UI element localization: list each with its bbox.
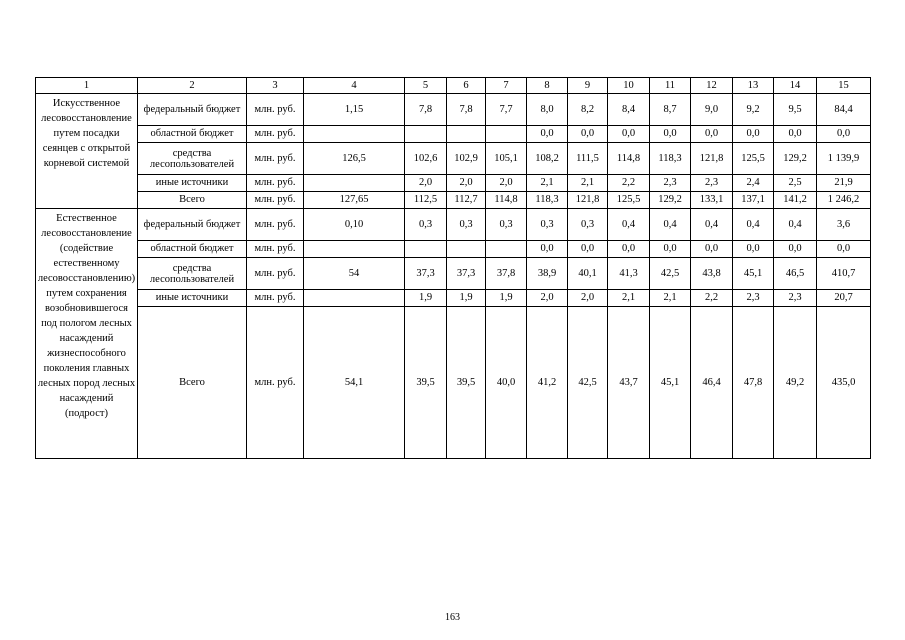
table-body bbox=[36, 78, 871, 459]
value-cell: 0,0 bbox=[568, 126, 608, 143]
header-cell: 3 bbox=[247, 78, 304, 94]
source-cell: областной бюджет bbox=[138, 126, 247, 143]
value-cell: 84,4 bbox=[817, 94, 871, 126]
value-cell: 125,5 bbox=[733, 143, 774, 175]
value-cell: 2,1 bbox=[527, 175, 568, 192]
value-cell: 41,2 bbox=[527, 307, 568, 459]
value-cell: 2,0 bbox=[447, 175, 486, 192]
value-cell: 112,5 bbox=[405, 192, 447, 209]
value-cell: 0,0 bbox=[817, 126, 871, 143]
value-cell: 0,3 bbox=[405, 209, 447, 241]
source-cell: средства лесопользователей bbox=[138, 258, 247, 290]
value-cell: 1,9 bbox=[447, 290, 486, 307]
unit-cell: млн. руб. bbox=[247, 290, 304, 307]
value-cell: 2,0 bbox=[405, 175, 447, 192]
table-row bbox=[36, 241, 871, 258]
value-cell bbox=[304, 241, 405, 258]
value-cell: 45,1 bbox=[650, 307, 691, 459]
value-cell: 0,0 bbox=[774, 241, 817, 258]
value-cell bbox=[486, 241, 527, 258]
value-cell: 54,1 bbox=[304, 307, 405, 459]
value-cell: 47,8 bbox=[733, 307, 774, 459]
value-cell: 42,5 bbox=[650, 258, 691, 290]
value-cell: 20,7 bbox=[817, 290, 871, 307]
header-cell: 1 bbox=[36, 78, 138, 94]
value-cell: 54 bbox=[304, 258, 405, 290]
header-cell: 9 bbox=[568, 78, 608, 94]
value-cell: 0,0 bbox=[691, 241, 733, 258]
value-cell: 0,4 bbox=[774, 209, 817, 241]
value-cell: 2,5 bbox=[774, 175, 817, 192]
value-cell: 3,6 bbox=[817, 209, 871, 241]
value-cell bbox=[447, 241, 486, 258]
value-cell: 43,8 bbox=[691, 258, 733, 290]
value-cell: 2,3 bbox=[691, 175, 733, 192]
source-cell: областной бюджет bbox=[138, 241, 247, 258]
value-cell: 0,4 bbox=[608, 209, 650, 241]
value-cell: 0,0 bbox=[608, 241, 650, 258]
value-cell: 21,9 bbox=[817, 175, 871, 192]
value-cell: 1,15 bbox=[304, 94, 405, 126]
value-cell: 1 139,9 bbox=[817, 143, 871, 175]
unit-cell: млн. руб. bbox=[247, 258, 304, 290]
value-cell: 41,3 bbox=[608, 258, 650, 290]
header-cell: 14 bbox=[774, 78, 817, 94]
value-cell bbox=[304, 290, 405, 307]
value-cell: 1,9 bbox=[486, 290, 527, 307]
value-cell: 141,2 bbox=[774, 192, 817, 209]
funding-table bbox=[35, 77, 871, 459]
value-cell: 42,5 bbox=[568, 307, 608, 459]
header-cell: 2 bbox=[138, 78, 247, 94]
value-cell: 8,0 bbox=[527, 94, 568, 126]
value-cell: 43,7 bbox=[608, 307, 650, 459]
header-cell: 12 bbox=[691, 78, 733, 94]
value-cell: 0,0 bbox=[817, 241, 871, 258]
value-cell: 0,4 bbox=[650, 209, 691, 241]
value-cell: 0,0 bbox=[691, 126, 733, 143]
header-row bbox=[36, 78, 871, 94]
value-cell: 8,7 bbox=[650, 94, 691, 126]
value-cell: 129,2 bbox=[774, 143, 817, 175]
source-cell: иные источники bbox=[138, 175, 247, 192]
value-cell: 46,5 bbox=[774, 258, 817, 290]
value-cell: 2,1 bbox=[650, 290, 691, 307]
value-cell: 7,8 bbox=[447, 94, 486, 126]
value-cell: 0,0 bbox=[608, 126, 650, 143]
value-cell: 2,2 bbox=[608, 175, 650, 192]
value-cell: 0,3 bbox=[486, 209, 527, 241]
table-row bbox=[36, 175, 871, 192]
value-cell: 0,0 bbox=[774, 126, 817, 143]
value-cell: 0,4 bbox=[733, 209, 774, 241]
value-cell: 37,3 bbox=[447, 258, 486, 290]
header-cell: 11 bbox=[650, 78, 691, 94]
value-cell: 102,6 bbox=[405, 143, 447, 175]
value-cell: 9,2 bbox=[733, 94, 774, 126]
header-cell: 10 bbox=[608, 78, 650, 94]
value-cell: 1,9 bbox=[405, 290, 447, 307]
value-cell: 2,1 bbox=[608, 290, 650, 307]
unit-cell: млн. руб. bbox=[247, 175, 304, 192]
value-cell: 0,0 bbox=[733, 241, 774, 258]
unit-cell: млн. руб. bbox=[247, 209, 304, 241]
header-cell: 15 bbox=[817, 78, 871, 94]
value-cell: 0,3 bbox=[527, 209, 568, 241]
page-number: 163 bbox=[445, 612, 460, 623]
value-cell: 129,2 bbox=[650, 192, 691, 209]
value-cell: 40,1 bbox=[568, 258, 608, 290]
value-cell: 2,0 bbox=[527, 290, 568, 307]
header-cell: 7 bbox=[486, 78, 527, 94]
value-cell: 0,0 bbox=[568, 241, 608, 258]
value-cell bbox=[405, 241, 447, 258]
value-cell: 133,1 bbox=[691, 192, 733, 209]
value-cell: 2,1 bbox=[568, 175, 608, 192]
value-cell: 0,4 bbox=[691, 209, 733, 241]
unit-cell: млн. руб. bbox=[247, 192, 304, 209]
table-row bbox=[36, 94, 871, 126]
value-cell: 111,5 bbox=[568, 143, 608, 175]
value-cell bbox=[304, 175, 405, 192]
value-cell: 0,0 bbox=[733, 126, 774, 143]
value-cell: 0,10 bbox=[304, 209, 405, 241]
value-cell: 7,8 bbox=[405, 94, 447, 126]
value-cell: 0,0 bbox=[650, 126, 691, 143]
header-cell: 8 bbox=[527, 78, 568, 94]
header-cell: 5 bbox=[405, 78, 447, 94]
header-cell: 13 bbox=[733, 78, 774, 94]
value-cell: 126,5 bbox=[304, 143, 405, 175]
value-cell: 121,8 bbox=[691, 143, 733, 175]
unit-cell: млн. руб. bbox=[247, 241, 304, 258]
value-cell: 121,8 bbox=[568, 192, 608, 209]
value-cell: 118,3 bbox=[650, 143, 691, 175]
header-cell: 6 bbox=[447, 78, 486, 94]
unit-cell: млн. руб. bbox=[247, 307, 304, 459]
table-row bbox=[36, 307, 871, 459]
value-cell: 108,2 bbox=[527, 143, 568, 175]
value-cell: 0,3 bbox=[568, 209, 608, 241]
unit-cell: млн. руб. bbox=[247, 143, 304, 175]
value-cell: 2,3 bbox=[650, 175, 691, 192]
value-cell: 0,0 bbox=[650, 241, 691, 258]
value-cell: 2,0 bbox=[486, 175, 527, 192]
activity-cell: Искусственное лесовосстановление путем посадки сеянцев с открытой корневой системой bbox=[36, 94, 138, 209]
table-row bbox=[36, 192, 871, 209]
value-cell: 2,3 bbox=[774, 290, 817, 307]
value-cell bbox=[447, 126, 486, 143]
table-row bbox=[36, 209, 871, 241]
value-cell: 45,1 bbox=[733, 258, 774, 290]
source-cell: федеральный бюджет bbox=[138, 94, 247, 126]
value-cell: 38,9 bbox=[527, 258, 568, 290]
source-cell: Всего bbox=[138, 307, 247, 459]
value-cell: 137,1 bbox=[733, 192, 774, 209]
value-cell: 0,3 bbox=[447, 209, 486, 241]
value-cell: 2,4 bbox=[733, 175, 774, 192]
table-row bbox=[36, 290, 871, 307]
value-cell: 49,2 bbox=[774, 307, 817, 459]
source-cell: средства лесопользователей bbox=[138, 143, 247, 175]
value-cell: 435,0 bbox=[817, 307, 871, 459]
header-cell: 4 bbox=[304, 78, 405, 94]
table-row bbox=[36, 143, 871, 175]
value-cell: 2,3 bbox=[733, 290, 774, 307]
value-cell: 39,5 bbox=[405, 307, 447, 459]
value-cell: 102,9 bbox=[447, 143, 486, 175]
value-cell bbox=[304, 126, 405, 143]
value-cell: 9,5 bbox=[774, 94, 817, 126]
value-cell: 2,2 bbox=[691, 290, 733, 307]
value-cell: 114,8 bbox=[486, 192, 527, 209]
value-cell: 125,5 bbox=[608, 192, 650, 209]
value-cell: 46,4 bbox=[691, 307, 733, 459]
activity-cell: Естественное лесовосстановление (содействие естественному лесовосстановлению) путем сохранения возобновившегося под пологом лесных насаждений жизнеспособного поколения главных лесных пород лесных насаждений (подрост) bbox=[36, 209, 138, 459]
value-cell: 1 246,2 bbox=[817, 192, 871, 209]
value-cell: 0,0 bbox=[527, 126, 568, 143]
value-cell: 9,0 bbox=[691, 94, 733, 126]
value-cell: 118,3 bbox=[527, 192, 568, 209]
value-cell: 39,5 bbox=[447, 307, 486, 459]
value-cell: 2,0 bbox=[568, 290, 608, 307]
value-cell: 114,8 bbox=[608, 143, 650, 175]
value-cell: 37,8 bbox=[486, 258, 527, 290]
table-row bbox=[36, 126, 871, 143]
unit-cell: млн. руб. bbox=[247, 94, 304, 126]
value-cell bbox=[486, 126, 527, 143]
source-cell: иные источники bbox=[138, 290, 247, 307]
value-cell: 7,7 bbox=[486, 94, 527, 126]
value-cell: 8,2 bbox=[568, 94, 608, 126]
value-cell: 112,7 bbox=[447, 192, 486, 209]
source-cell: Всего bbox=[138, 192, 247, 209]
value-cell bbox=[405, 126, 447, 143]
value-cell: 105,1 bbox=[486, 143, 527, 175]
value-cell: 37,3 bbox=[405, 258, 447, 290]
value-cell: 8,4 bbox=[608, 94, 650, 126]
value-cell: 0,0 bbox=[527, 241, 568, 258]
unit-cell: млн. руб. bbox=[247, 126, 304, 143]
value-cell: 410,7 bbox=[817, 258, 871, 290]
value-cell: 40,0 bbox=[486, 307, 527, 459]
value-cell: 127,65 bbox=[304, 192, 405, 209]
table-row bbox=[36, 258, 871, 290]
source-cell: федеральный бюджет bbox=[138, 209, 247, 241]
